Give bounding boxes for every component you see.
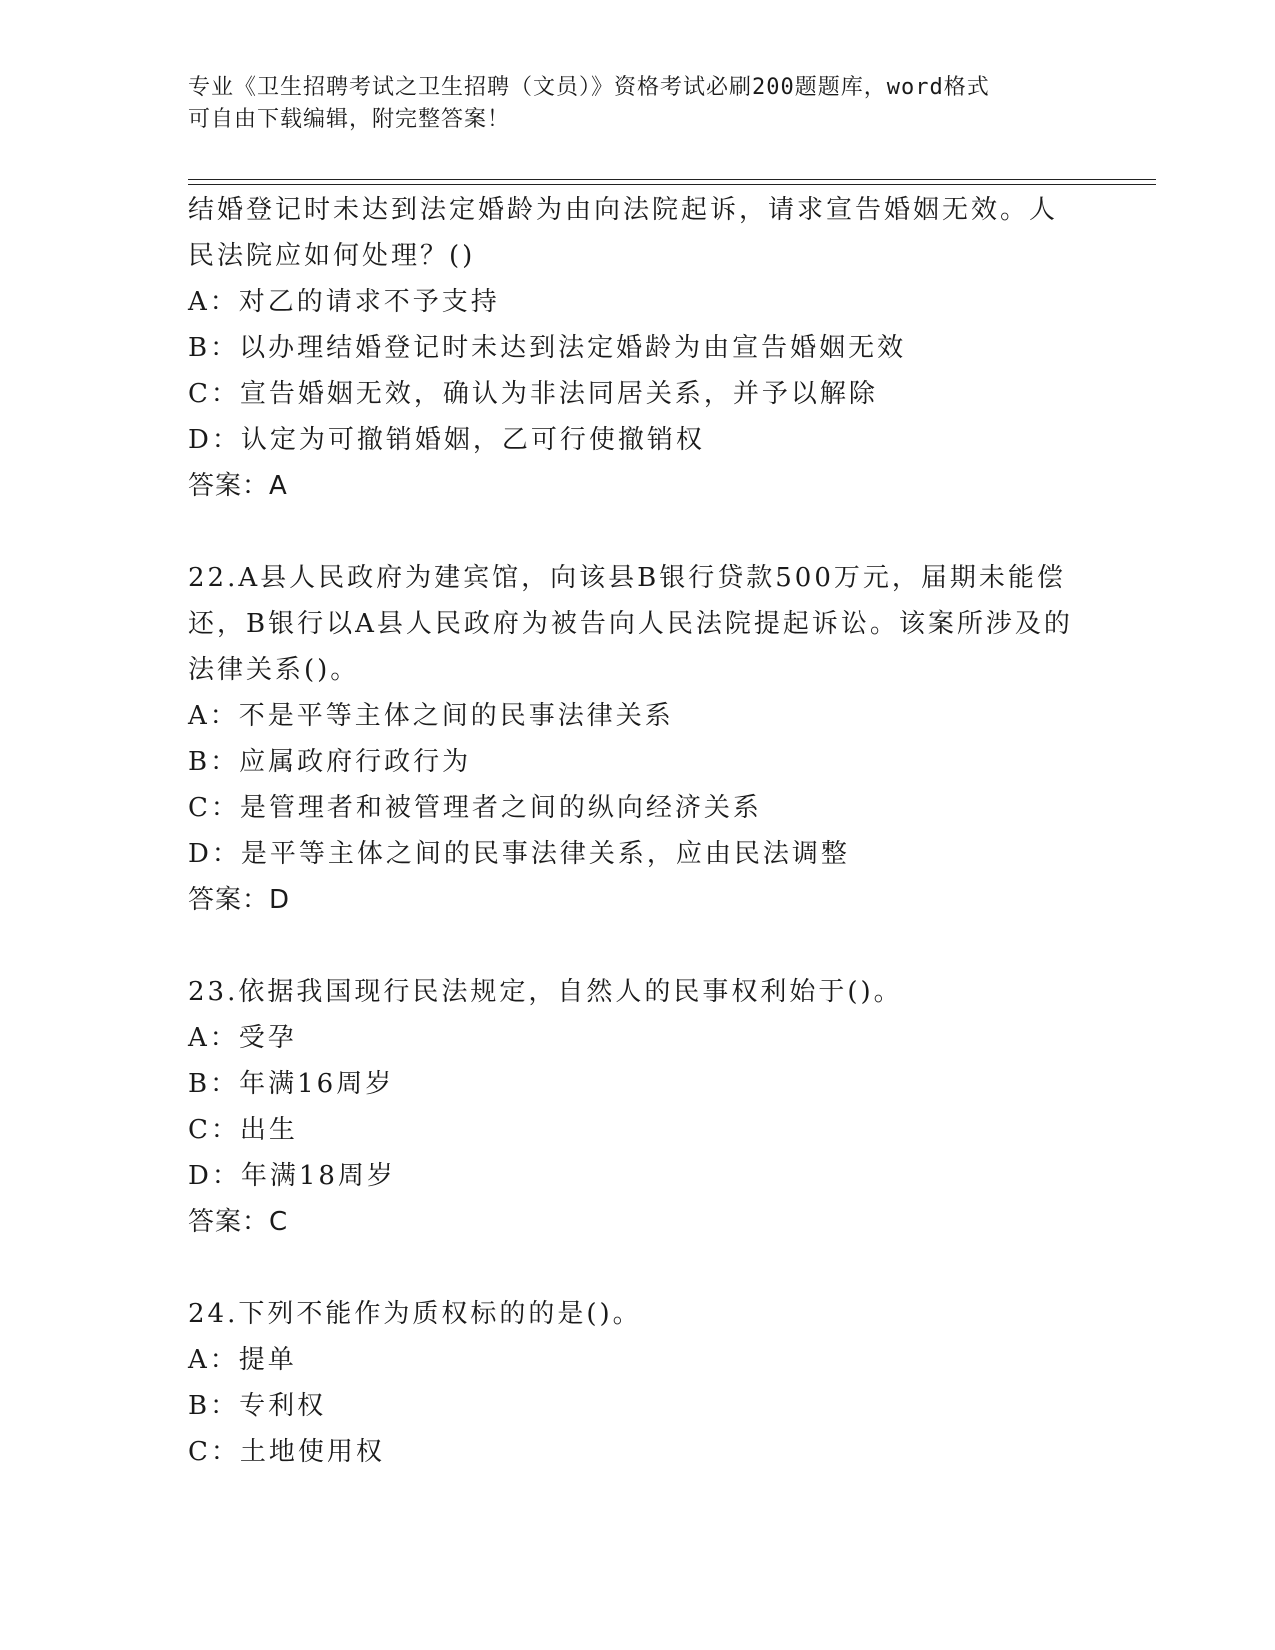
question-spacer bbox=[188, 1245, 1088, 1291]
question-stem-line: 23.依据我国现行民法规定，自然人的民事权利始于()。 bbox=[188, 977, 903, 1007]
answer-line: 答案：C bbox=[188, 1207, 289, 1237]
option-a: A：受孕 bbox=[188, 1023, 297, 1053]
option-b: B：以办理结婚登记时未达到法定婚龄为由宣告婚姻无效 bbox=[188, 333, 907, 363]
option-b: B：年满16周岁 bbox=[188, 1069, 395, 1099]
header-subtitle-line: 可自由下载编辑，附完整答案！ bbox=[188, 107, 511, 132]
question-23 bbox=[188, 969, 1088, 1245]
answer-line: 答案：A bbox=[188, 471, 288, 501]
answer-line: 答案：D bbox=[188, 885, 291, 915]
header-divider-top bbox=[188, 179, 1156, 180]
question-stem-line: 法律关系()。 bbox=[188, 655, 360, 685]
question-spacer bbox=[188, 509, 1088, 555]
question-list bbox=[188, 187, 1088, 1475]
question-21 bbox=[188, 187, 1088, 509]
document-header bbox=[188, 72, 1088, 136]
question-stem-line: 24.下列不能作为质权标的的是()。 bbox=[188, 1299, 642, 1329]
option-b: B：专利权 bbox=[188, 1391, 327, 1421]
header-title-line: 专业《卫生招聘考试之卫生招聘（文员）》资格考试必刷200题题库，word格式 bbox=[188, 75, 990, 100]
question-24 bbox=[188, 1291, 1088, 1475]
option-d: D：认定为可撤销婚姻，乙可行使撤销权 bbox=[188, 425, 705, 455]
option-d: D：年满18周岁 bbox=[188, 1161, 396, 1191]
option-c: C：出生 bbox=[188, 1115, 298, 1145]
question-22 bbox=[188, 555, 1088, 923]
question-stem-line: 民法院应如何处理？() bbox=[188, 241, 476, 271]
question-stem-line: 还，B银行以A县人民政府为被告向人民法院提起诉讼。该案所涉及的 bbox=[188, 609, 1073, 639]
question-stem-line: 结婚登记时未达到法定婚龄为由向法院起诉，请求宣告婚姻无效。人 bbox=[188, 195, 1059, 225]
question-spacer bbox=[188, 923, 1088, 969]
option-a: A：不是平等主体之间的民事法律关系 bbox=[188, 701, 674, 731]
question-stem-line: 22.A县人民政府为建宾馆，向该县B银行贷款500万元，届期未能偿 bbox=[188, 563, 1066, 593]
option-c: C：是管理者和被管理者之间的纵向经济关系 bbox=[188, 793, 762, 823]
option-a: A：提单 bbox=[188, 1345, 297, 1375]
option-c: C：宣告婚姻无效，确认为非法同居关系，并予以解除 bbox=[188, 379, 878, 409]
header-divider-bottom bbox=[188, 184, 1156, 185]
option-a: A：对乙的请求不予支持 bbox=[188, 287, 500, 317]
option-b: B：应属政府行政行为 bbox=[188, 747, 472, 777]
option-d: D：是平等主体之间的民事法律关系，应由民法调整 bbox=[188, 839, 850, 869]
option-c: C：土地使用权 bbox=[188, 1437, 385, 1467]
